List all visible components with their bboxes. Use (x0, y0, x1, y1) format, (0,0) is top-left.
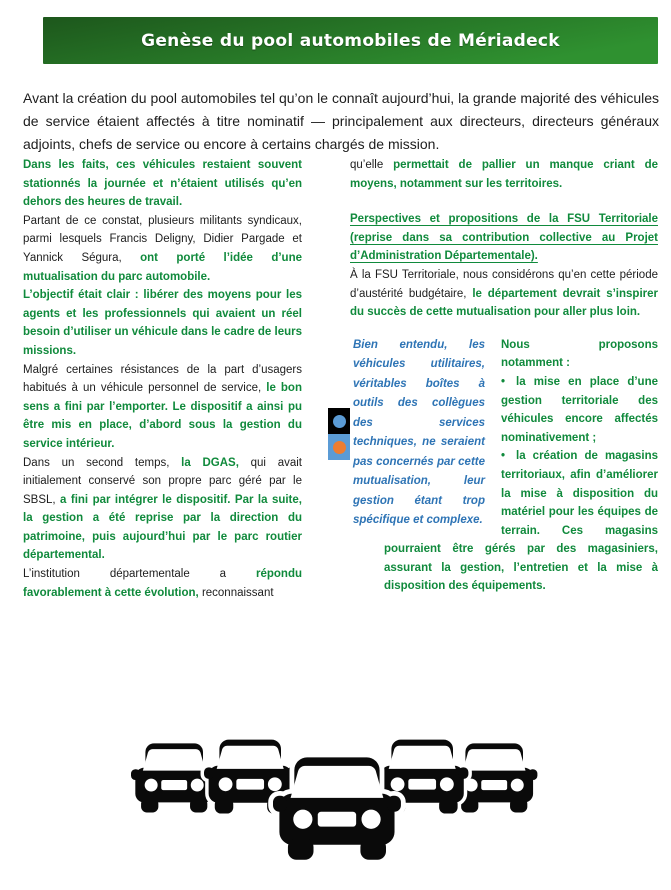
page-title: Genèse du pool automobiles de Mériadeck (141, 30, 560, 51)
paragraph-text: Dans un second temps, (23, 456, 182, 469)
paragraph-text: ont porté l’idée d’une mutualisation du parc automobile. (23, 251, 302, 283)
proposals-intro-word: proposons (598, 338, 658, 351)
section-heading (350, 210, 658, 266)
car-fleet-icon (121, 731, 551, 861)
two-square-marker-icon (328, 408, 350, 460)
right-column (350, 156, 658, 602)
body-paragraph (23, 565, 302, 602)
body-paragraph (23, 156, 302, 212)
title-banner (43, 17, 658, 64)
marker-blue-dot (333, 415, 346, 428)
paragraph-text: a fini par intégrer le dispositif. Par la suite, la gestion a été reprise par la direction du patrimoine, puis aujourd’hui par le parc routier départemental. (23, 493, 302, 562)
paragraph-text: reconnaissant (201, 586, 274, 599)
bullet-text: la mise en place d’une gestion territoriale des véhicules encore affectés nominativement ; (501, 375, 658, 444)
section-heading-text: Perspectives et propositions de la FSU Territoriale (reprise dans sa contribution collective au Projet d’Administration Départementale). (350, 213, 658, 263)
paragraph-text: Malgré certaines résistances de la part d’usagers habitués à un véhicule personnel de service, (23, 363, 302, 395)
body-paragraph (23, 286, 302, 360)
paragraph-text: L’institution départementale a (23, 568, 256, 581)
paragraph-text: le département devrait s’inspirer du succès de cette mutualisation pour aller plus loin. (350, 287, 658, 319)
marker-blue-square (328, 434, 350, 460)
paragraph-text: le bon sens a fini par l’emporter. Le dispositif a ainsi pu être mis en place, d’abord sous la gestion du service intérieur. (23, 382, 302, 450)
body-paragraph (350, 156, 658, 193)
paragraph-text: L’objectif était clair : libérer des moyens pour les agents et les professionnels qui avaient un réel besoin d’utiliser un véhicule dans le cadre de leurs missions. (23, 289, 302, 357)
bullet-marker: • (501, 450, 506, 463)
body-columns (23, 156, 659, 602)
pull-quote: Bien entendu, les véhicules utilitaires, véritables boîtes à outils des collègues des services techniques, ne seraient pas concernés par cette mutualisation, leur gestion étant trop spécifique et complexe. (353, 338, 485, 527)
paragraph-text: qu’elle (350, 159, 394, 171)
marker-orange-dot (333, 441, 346, 454)
paragraph-text: Dans les faits, ces véhicules restaient souvent stationnés la journée et n’étaient utilisés qu’en dehors des heures de travail. (23, 159, 302, 209)
paragraph-text: permettait de pallier un manque criant de moyens, notamment sur les territoires. (350, 159, 658, 190)
marker-black-square (328, 408, 350, 434)
intro-paragraph: Avant la création du pool automobiles tel qu’on le connaît aujourd’hui, la grande majorité des véhicules de service étaient affectés à titre nominatif — principalement aux directeurs, directeurs généraux adjoints, chefs de service ou encore à certains chargés de mission. (23, 90, 659, 152)
proposals-intro-line (501, 336, 658, 355)
paragraph-text: qui avait initialement conservé son propre parc géré par le SBSL, (23, 456, 302, 506)
bullet-marker: • (501, 375, 506, 388)
paragraph-text: Partant de ce constat, plusieurs militants syndicaux, parmi lesquels Francis Deligny, Didier Pargade et Yannick Ségura, (23, 214, 302, 264)
left-column (23, 156, 302, 602)
proposals-intro-word: Nous (501, 338, 530, 351)
bullet-text: la création de magasins territoriaux, afin d’améliorer la mise à disposition du matériel pour les équipes de terrain. Ces magasins pourraient être gérés par des magasiniers, assurant la gestion, l’entretien et la mise à disposition des équipements. (384, 450, 658, 593)
paragraph-text: répondu favorablement à cette évolution, (23, 568, 302, 599)
body-paragraph (23, 361, 302, 454)
body-paragraph (23, 212, 302, 286)
paragraph-text: la DGAS, (181, 456, 251, 469)
paragraph-text: À la FSU Territoriale, nous considérons qu’en cette période d’austérité budgétaire, (350, 268, 658, 300)
body-paragraph (23, 454, 302, 566)
proposals-intro-text: notamment : (501, 357, 570, 370)
body-paragraph (350, 266, 658, 322)
